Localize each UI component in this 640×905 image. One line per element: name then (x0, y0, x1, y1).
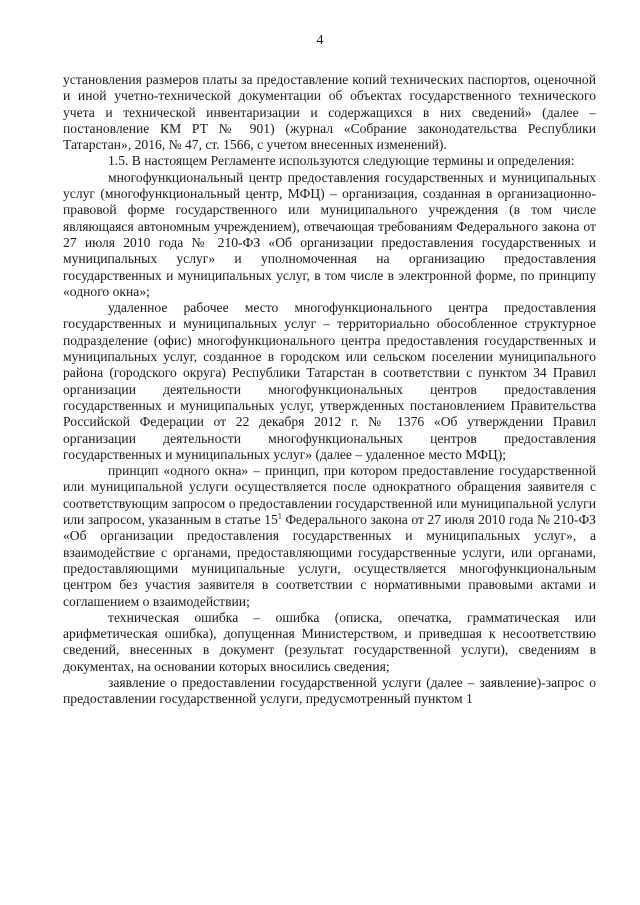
paragraph-continuation: установления размеров платы за предоставление копий технических паспортов, оценочной и иной учетно-технической документации об объектах государственного технического учета и технической инвентаризации и содержащихся в них сведений» (далее – постановление КМ РТ № 901) (журнал «Собрание законодательства Республики Татарстан», 2016, № 47, ст. 1566, с учетом внесенных изменений). (63, 72, 596, 153)
paragraph-remote-workplace-definition: удаленное рабочее место многофункционального центра предоставления государственных и муниципальных услуг – территориально обособленное структурное подразделение (офис) многофункционального центра предоставления государственных и муниципальных услуг, созданное в городском или сельском поселении муниципального района (городского округа) Республики Татарстан в соответствии с пунктом 34 Правил организации деятельности многофункциональных центров предоставления государственных и муниципальных услуг, утвержденных постановлением Правительства Российской Федерации от 22 декабря 2012 г. № 1376 «Об утверждении Правил организации деятельности многофункциональных центров предоставления государственных и муниципальных услуг» (далее – удаленное место МФЦ); (63, 300, 596, 462)
paragraph-mfc-definition: многофункциональный центр предоставления государственных и муниципальных услуг (многофункциональный центр, МФЦ) – организация, созданная в организационно-правовой форме государственного или муниципального учреждения (в том числе являющаяся автономным учреждением), отвечающая требованиям Федерального закона от 27 июля 2010 года № 210-ФЗ «Об организации предоставления государственных и муниципальных услуг» и уполномоченная на организацию предоставления государственных и муниципальных услуг, в том числе в электронной форме, по принципу «одного окна»; (63, 169, 596, 299)
one-window-text-end: Федерального закона от 27 июля 2010 года № 210-ФЗ «Об организации предоставления государственных и муниципальных услуг», а взаимодействие с органами, предоставляющими государственные услуги, или органами, предоставляющими муниципальные услуги, осуществляется многофункциональным центром без участия заявителя в соответствии с нормативными правовыми актами и соглашением о взаимодействии; (63, 512, 596, 609)
paragraph-application-definition: заявление о предоставлении государственной услуги (далее – заявление)-запрос о предоставлении государственной услуги, предусмотренный пунктом 1 (63, 674, 596, 707)
document-body (63, 72, 596, 708)
paragraph-terms-intro: 1.5. В настоящем Регламенте используются следующие термины и определения: (108, 153, 575, 169)
one-window-text-start: принцип «одного окна» – принцип, при котором предоставление государственной или муниципальной услуги осуществляется после однократного обращения заявителя с соответствующим запросом о предоставлении государственной или муниципальной услуги или запросом, указанным в статье 15 (63, 463, 596, 528)
paragraph-technical-error-definition: техническая ошибка – ошибка (описка, опечатка, грамматическая или арифметическая ошибка), допущенная Министерством, и приведшая к несоответствию сведений, внесенных в документ (результат государственной услуги), сведениям в документах, на основании которых вносились сведения; (63, 609, 596, 674)
paragraph-one-window-definition (63, 463, 596, 610)
page-number: 4 (316, 33, 324, 48)
article-superscript: 1 (277, 511, 282, 521)
